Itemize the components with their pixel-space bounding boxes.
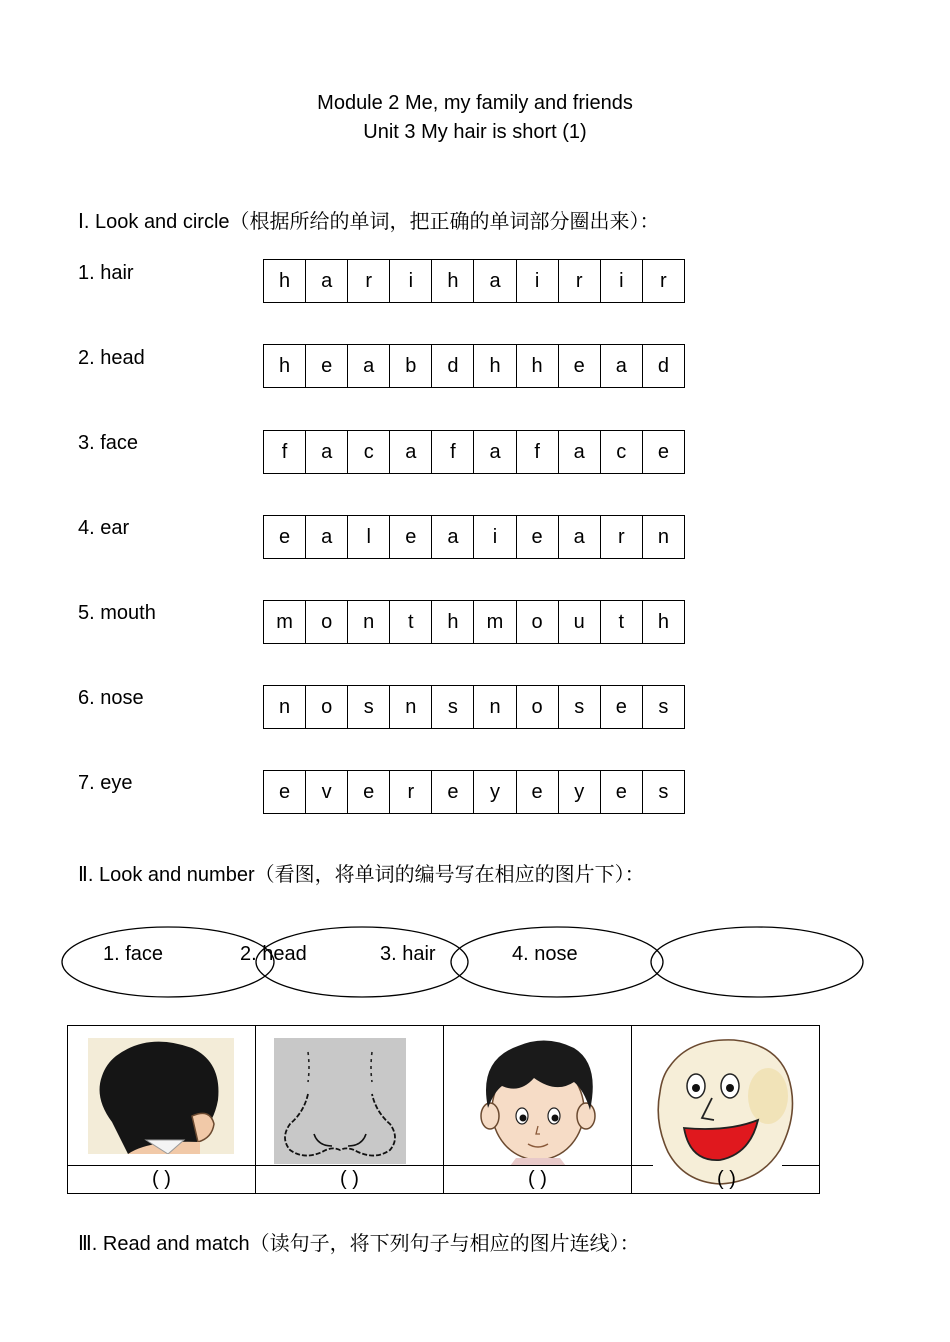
letter-grid — [263, 515, 685, 559]
picture-cell-4 — [632, 1026, 821, 1193]
letter-cell[interactable]: s — [559, 686, 601, 728]
letter-cell[interactable]: i — [390, 260, 432, 302]
letter-cell[interactable]: o — [517, 686, 559, 728]
letter-cell[interactable]: a — [348, 345, 390, 387]
letter-cell[interactable]: r — [390, 771, 432, 813]
letter-cell[interactable]: n — [657, 525, 669, 548]
section3-heading: Ⅲ. Read and match（读句子，将下列句子与相应的图片连线）： — [78, 1233, 640, 1255]
letter-cell[interactable]: y — [474, 771, 516, 813]
letter-cell[interactable]: f — [432, 431, 474, 473]
unit-title: Unit 3 My hair is short (1) — [363, 121, 587, 143]
letter-cell[interactable]: i — [474, 516, 516, 558]
letter-grid — [263, 344, 685, 388]
letter-cell[interactable]: a — [432, 516, 474, 558]
letter-cell[interactable]: l — [348, 516, 390, 558]
answer-blank-1[interactable]: ( ) — [68, 1165, 255, 1193]
letter-grid — [263, 259, 685, 303]
word-face: 1. face — [103, 943, 164, 965]
item-label: 4. ear — [78, 517, 130, 539]
letter-cell[interactable]: e — [517, 516, 559, 558]
letter-cell[interactable]: e — [348, 771, 390, 813]
picture-cell-1 — [68, 1026, 256, 1193]
boy-head-icon — [468, 1030, 608, 1166]
letter-cell[interactable]: e — [601, 686, 643, 728]
picture-table — [67, 1025, 820, 1194]
letter-cell[interactable]: e — [601, 771, 643, 813]
letter-cell[interactable]: r — [660, 269, 667, 292]
word-hair: 3. hair — [380, 943, 436, 965]
item-label: 5. mouth — [78, 602, 156, 624]
letter-cell[interactable]: i — [601, 260, 643, 302]
letter-cell[interactable]: s — [658, 695, 669, 718]
letter-cell[interactable]: f — [517, 431, 559, 473]
letter-cell[interactable]: a — [474, 431, 516, 473]
letter-cell[interactable]: t — [390, 601, 432, 643]
letter-cell[interactable]: o — [306, 601, 348, 643]
letter-cell[interactable]: u — [559, 601, 601, 643]
picture-cell-3 — [444, 1026, 632, 1193]
section2-heading: Ⅱ. Look and number（看图，将单词的编号写在相应的图片下）： — [78, 864, 645, 886]
letter-grid — [263, 430, 685, 474]
row-divider-left — [631, 1165, 653, 1166]
word-head: 2. head — [240, 943, 307, 965]
hair-back-of-head-icon — [88, 1038, 234, 1154]
letter-cell[interactable]: h — [264, 345, 306, 387]
letter-grid — [263, 770, 685, 814]
word-nose: 4. nose — [512, 943, 578, 965]
letter-cell[interactable]: m — [264, 601, 306, 643]
letter-cell[interactable]: s — [658, 780, 669, 803]
letter-cell[interactable]: e — [306, 345, 348, 387]
item-label: 2. head — [78, 347, 145, 369]
letter-cell[interactable]: t — [601, 601, 643, 643]
letter-cell[interactable]: y — [559, 771, 601, 813]
letter-cell[interactable]: f — [264, 431, 306, 473]
nose-sketch-icon — [274, 1038, 406, 1164]
letter-cell[interactable]: e — [432, 771, 474, 813]
letter-cell[interactable]: r — [559, 260, 601, 302]
letter-cell[interactable]: e — [390, 516, 432, 558]
letter-cell[interactable]: h — [474, 345, 516, 387]
letter-cell[interactable]: r — [348, 260, 390, 302]
item-label: 7. eye — [78, 772, 133, 794]
section1-heading: Ⅰ. Look and circle（根据所给的单词，把正确的单词部分圈出来）： — [78, 211, 660, 233]
letter-grid — [263, 600, 685, 644]
letter-cell[interactable]: e — [264, 516, 306, 558]
row-divider-right — [782, 1165, 820, 1166]
letter-cell[interactable]: a — [559, 431, 601, 473]
answer-blank-4[interactable]: ( ) — [717, 1167, 736, 1190]
letter-cell[interactable]: o — [306, 686, 348, 728]
answer-blank-3[interactable]: ( ) — [444, 1165, 631, 1193]
letter-cell[interactable]: d — [432, 345, 474, 387]
letter-cell[interactable]: v — [306, 771, 348, 813]
letter-cell[interactable]: h — [432, 601, 474, 643]
letter-cell[interactable]: h — [517, 345, 559, 387]
letter-cell[interactable]: d — [657, 354, 669, 377]
letter-cell[interactable]: e — [264, 771, 306, 813]
letter-cell[interactable]: a — [390, 431, 432, 473]
letter-grid — [263, 685, 685, 729]
letter-cell[interactable]: h — [264, 260, 306, 302]
letter-cell[interactable]: n — [390, 686, 432, 728]
oval-4 — [651, 927, 863, 997]
letter-cell[interactable]: h — [432, 260, 474, 302]
letter-cell[interactable]: n — [264, 686, 306, 728]
item-label: 1. hair — [78, 262, 134, 284]
letter-cell[interactable]: a — [559, 516, 601, 558]
letter-cell[interactable]: a — [306, 260, 348, 302]
letter-cell[interactable]: e — [517, 771, 559, 813]
letter-cell[interactable]: s — [432, 686, 474, 728]
letter-cell[interactable]: c — [348, 431, 390, 473]
letter-cell[interactable]: a — [306, 431, 348, 473]
letter-cell[interactable]: o — [517, 601, 559, 643]
letter-cell[interactable]: h — [657, 610, 669, 633]
letter-cell[interactable]: e — [657, 440, 669, 463]
item-label: 6. nose — [78, 687, 144, 709]
worksheet-title: Module 2 Me, my family and friends — [317, 92, 633, 114]
answer-blank-2[interactable]: ( ) — [256, 1165, 443, 1193]
letter-cell[interactable]: b — [390, 345, 432, 387]
letter-cell[interactable]: m — [474, 601, 516, 643]
letter-cell[interactable]: a — [306, 516, 348, 558]
letter-cell[interactable]: a — [601, 345, 643, 387]
letter-cell[interactable]: c — [601, 431, 643, 473]
item-label: 3. face — [78, 432, 139, 454]
letter-cell[interactable]: i — [517, 260, 559, 302]
letter-cell[interactable]: a — [474, 260, 516, 302]
picture-cell-2 — [256, 1026, 444, 1193]
letter-cell[interactable]: s — [348, 686, 390, 728]
letter-cell[interactable]: n — [474, 686, 516, 728]
letter-cell[interactable]: n — [348, 601, 390, 643]
letter-cell[interactable]: r — [601, 516, 643, 558]
letter-cell[interactable]: e — [559, 345, 601, 387]
